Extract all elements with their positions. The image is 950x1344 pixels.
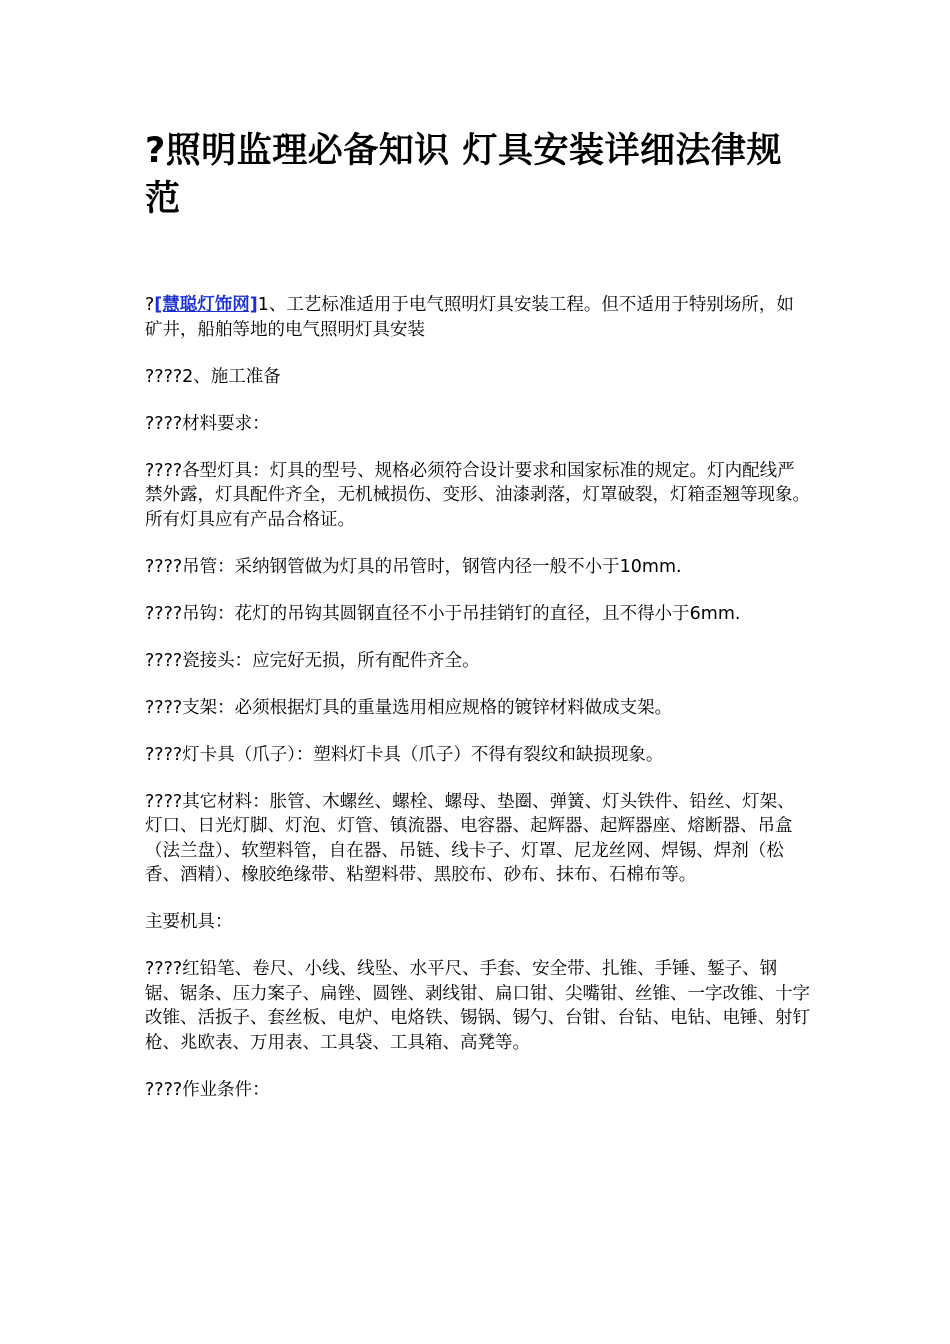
paragraph-work-conditions: ????作业条件：: [145, 1079, 270, 1100]
paragraph-hanging-pipe: ????吊管：采纳钢管做为灯具的吊管时，钢管内径一般不小于10mm.: [145, 556, 682, 577]
intro-text: 1、工艺标准适用于电气照明灯具安装工程。但不适用于特别场所，如矿井，船舶等地的电气照明灯具安装: [145, 295, 794, 340]
paragraph-ceramic-connector: ????瓷接头：应完好无损，所有配件齐全。: [145, 650, 480, 671]
intro-prefix: ?: [145, 295, 155, 315]
document-body: [145, 293, 810, 1125]
page-title: ?照明监理必备知识 灯具安装详细法律规范: [145, 131, 782, 219]
paragraph-main-tools-heading: 主要机具：: [145, 912, 233, 932]
source-link[interactable]: [慧聪灯饰网]: [154, 295, 258, 315]
paragraph-hanging-hook: ????吊钩：花灯的吊钩其圆钢直径不小于吊挂销钉的直径，且不得小于6mm.: [145, 603, 741, 624]
paragraph-bracket: ????支架：必须根据灯具的重量选用相应规格的镀锌材料做成支架。: [145, 697, 673, 718]
intro-paragraph: [145, 293, 810, 342]
paragraph-other-materials: ????其它材料：胀管、木螺丝、螺栓、螺母、垫圈、弹簧、灯头铁件、铅丝、灯架、灯口、日光灯脚、灯泡、灯管、镇流器、电容器、起辉器、起辉器座、熔断器、吊盒（法兰盘）、软塑料管，自在器、吊链、线卡子、灯罩、尼龙丝网、焊锡、焊剂（松香、酒精）、橡胶绝缘带、粘塑料带、黑胶布、砂布、抹布、石棉布等。: [145, 791, 795, 885]
paragraph-lamp-types: ????各型灯具：灯具的型号、规格必须符合设计要求和国家标准的规定。灯内配线严禁外露，灯具配件齐全，无机械损伤、变形、油漆剥落，灯罩破裂，灯箱歪翘等现象。所有灯具应有产品合格证。: [145, 460, 810, 530]
paragraph-material-requirements: ????材料要求：: [145, 413, 270, 434]
paragraph-lamp-clamp: ????灯卡具（爪子）：塑料灯卡具（爪子）不得有裂纹和缺损现象。: [145, 744, 664, 765]
paragraph-main-tools: ????红铅笔、卷尺、小线、线坠、水平尺、手套、安全带、扎锥、手锤、錾子、钢锯、锯条、压力案子、扁锉、圆锉、剥线钳、扁口钳、尖嘴钳、丝锥、一字改锥、十字改锥、活扳子、套丝板、电炉、电烙铁、锡锅、锡勺、台钳、台钻、电钻、电锤、射钉枪、兆欧表、万用表、工具袋、工具箱、高凳等。: [145, 959, 810, 1053]
paragraph-construction-prep: ????2、施工准备: [145, 366, 281, 387]
